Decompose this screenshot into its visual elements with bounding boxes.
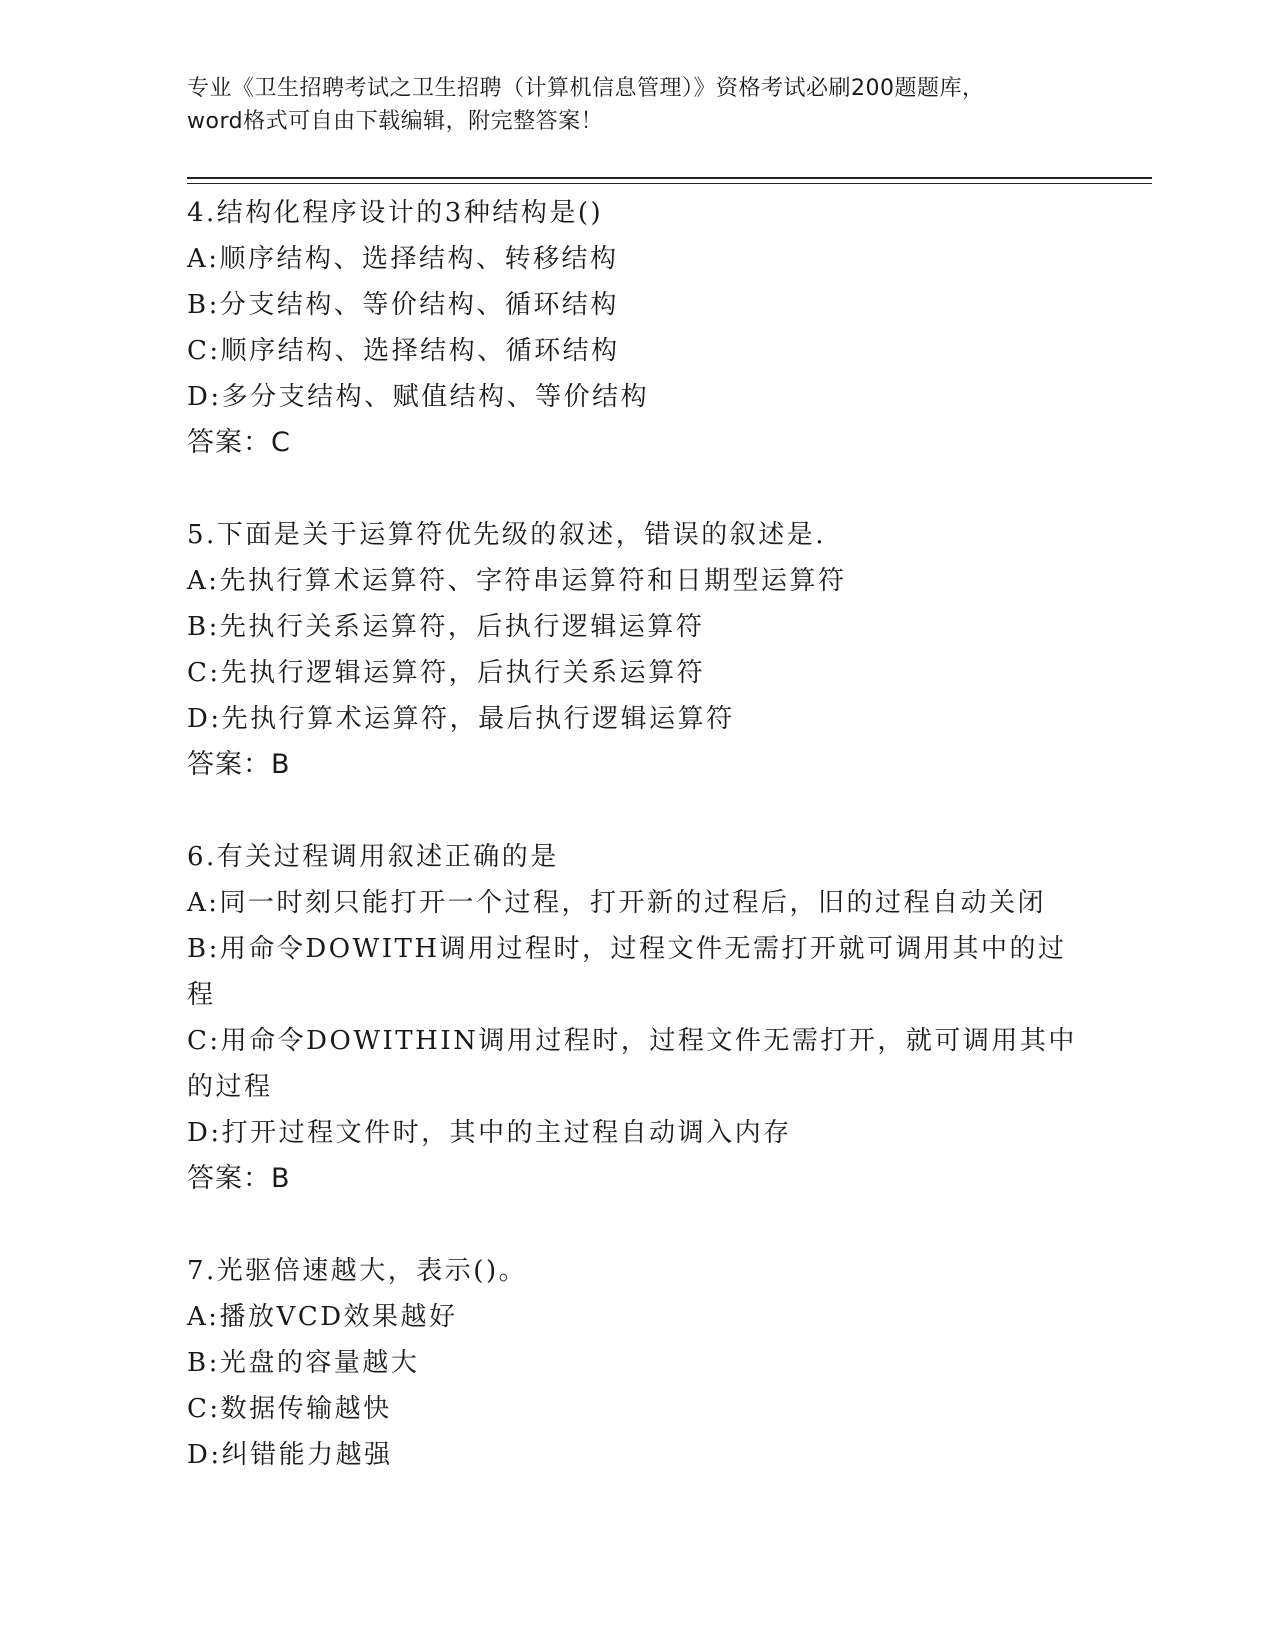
option-b: B:先执行关系运算符，后执行逻辑运算符 (187, 612, 705, 642)
option-a: A:同一时刻只能打开一个过程，打开新的过程后，旧的过程自动关闭 (187, 888, 1047, 918)
document-header (187, 72, 1087, 138)
option-d: D:先执行算术运算符，最后执行逻辑运算符 (187, 704, 735, 734)
option-d: D:多分支结构、赋值结构、等价结构 (187, 382, 650, 412)
option-b-line-2: 程 (187, 980, 216, 1010)
question-stem: 4.结构化程序设计的3种结构是() (187, 198, 604, 228)
spacer (187, 1202, 1087, 1248)
question-5 (187, 512, 1087, 788)
question-list (187, 190, 1087, 1478)
option-c: C:先执行逻辑运算符，后执行关系运算符 (187, 658, 706, 688)
question-stem: 6.有关过程调用叙述正确的是 (187, 842, 559, 872)
question-7 (187, 1248, 1087, 1478)
question-4 (187, 190, 1087, 466)
option-c: C:数据传输越快 (187, 1394, 392, 1424)
option-a: A:播放VCD效果越好 (187, 1302, 458, 1332)
option-b: B:光盘的容量越大 (187, 1348, 420, 1378)
header-line-2: word格式可自由下载编辑，附完整答案！ (187, 109, 604, 134)
question-stem: 7.光驱倍速越大，表示()。 (187, 1256, 528, 1286)
option-b: B:分支结构、等价结构、循环结构 (187, 290, 619, 320)
option-b-line-1: B:用命令DOWITH调用过程时，过程文件无需打开就可调用其中的过 (187, 934, 1067, 964)
answer: 答案：B (187, 749, 291, 780)
option-d: D:打开过程文件时，其中的主过程自动调入内存 (187, 1118, 792, 1148)
spacer (187, 466, 1087, 512)
option-c-line-1: C:用命令DOWITHIN调用过程时，过程文件无需打开，就可调用其中 (187, 1026, 1077, 1056)
option-a: A:顺序结构、选择结构、转移结构 (187, 244, 619, 274)
answer: 答案：B (187, 1163, 291, 1194)
header-divider-thin (187, 183, 1152, 184)
question-6 (187, 834, 1087, 1202)
header-line-1: 专业《卫生招聘考试之卫生招聘（计算机信息管理）》资格考试必刷200题题库， (187, 76, 985, 101)
option-d: D:纠错能力越强 (187, 1440, 393, 1470)
question-stem: 5.下面是关于运算符优先级的叙述，错误的叙述是. (187, 520, 827, 550)
spacer (187, 788, 1087, 834)
header-divider-thick (187, 177, 1152, 179)
answer: 答案：C (187, 427, 291, 458)
option-a: A:先执行算术运算符、字符串运算符和日期型运算符 (187, 566, 847, 596)
option-c: C:顺序结构、选择结构、循环结构 (187, 336, 620, 366)
option-c-line-2: 的过程 (187, 1072, 273, 1102)
